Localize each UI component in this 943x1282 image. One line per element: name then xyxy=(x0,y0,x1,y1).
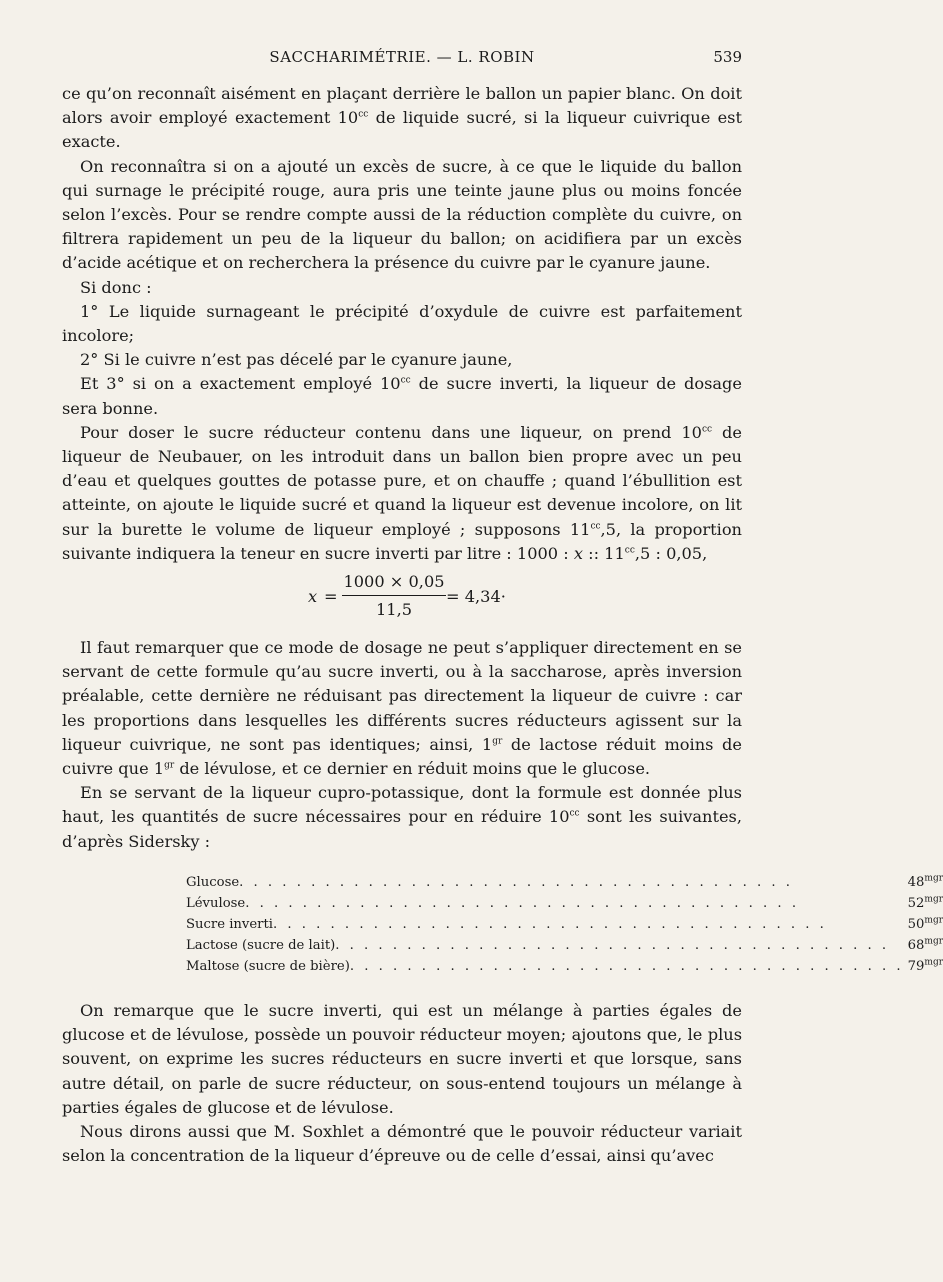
paragraph: Si donc : xyxy=(80,277,152,297)
sugar-value: 50 xyxy=(907,916,925,932)
sugar-unit: mgr xyxy=(924,873,943,884)
table-row xyxy=(186,956,943,977)
paragraph: En se servant de la liqueur cupro-potassique, dont la formule est donnée plus haut, les quantités de sucre nécessaires pour en réduire $10^{cc}$ sont les suivantes, d’après Sidersky : xyxy=(62,783,743,851)
dot-leader: . . . . . . . . . . . . . . . . . . . . . . . . . . . . . . . . . . . . . . . xyxy=(335,937,890,953)
dot-leader: . . . . . . . . . . . . . . . . . . . . . . . . . . . . . . . . . . . . . . . xyxy=(273,916,827,932)
sugar-unit: mgr xyxy=(924,894,943,905)
table-row xyxy=(186,893,943,914)
dot-leader: . . . . . . . . . . . . . . . . . . . . . . . . . . . . . . . . . . . . . . . xyxy=(239,874,793,890)
sugar-value: 68 xyxy=(907,937,925,953)
paragraph: Il faut remarquer que ce mode de dosage ne peut s’appliquer directement en se servant de cette formule qu’au sucre inverti, ou à la saccharose, après inversion préalable, cette dernière ne réduisant pas directement la liqueur de cuivre : car les proportions dans lesquelles les différents sucres réducteurs agissent sur la liqueur cuivrique, ne sont pas identiques; ainsi, $1^{gr}$ de lactose réduit moins de cuivre que $1^{gr}$ de lévulose, et ce dernier en réduit moins que le glucose. xyxy=(62,638,743,779)
formula xyxy=(62,570,742,622)
paragraph: 2° Si le cuivre n’est pas décelé par le cyanure jaune, xyxy=(80,350,513,370)
sugar-table xyxy=(186,872,943,977)
formula-denominator: 11,5 xyxy=(375,600,413,620)
formula-numerator: 1000 × 0,05 xyxy=(342,570,446,596)
paragraph: Pour doser le sucre réducteur contenu dans une liqueur, on prend $10^{cc}$ de liqueur de Neubauer, on les introduit dans un ballon bien propre avec un peu d’eau et quelques gouttes de potasse pure, et on chauffe ; quand l’ébullition est atteinte, on ajoute le liquide sucré et quand la liqueur est devenue incolore, on lit sur la burette le volume de liqueur employé ; supposons $11^{cc},5$, la proportion suivante indiquera la teneur en sucre inverti par litre : 1000 : x :: $11^{cc},5$ : 0,05, xyxy=(62,422,743,563)
dot-leader: . . . . . . . . . . . . . . . . . . . . . . . . . . . . . . . . . . . . . . . xyxy=(349,958,904,974)
formula-lhs: x xyxy=(308,587,318,607)
sugar-unit: mgr xyxy=(924,936,943,947)
sugar-unit: mgr xyxy=(924,915,943,926)
running-header xyxy=(62,48,742,70)
table-row xyxy=(186,914,943,935)
dot-leader: . . . . . . . . . . . . . . . . . . . . . . . . . . . . . . . . . . . . . . . xyxy=(245,895,800,911)
sugar-name: Sucre inverti xyxy=(186,916,274,932)
paragraph: 1° Le liquide surnageant le précipité d’oxydule de cuivre est parfaitement incolore; xyxy=(62,301,742,346)
sugar-name: Maltose (sucre de bière) xyxy=(186,958,350,974)
paragraph: Nous dirons aussi que M. Soxhlet a démontré que le pouvoir réducteur variait selon la concentration de la liqueur d’épreuve ou de celle d’essai, ainsi qu’avec xyxy=(62,1121,742,1166)
paragraph: On remarque que le sucre inverti, qui est un mélange à parties égales de glucose et de lévulose, possède un pouvoir réducteur moyen; ajoutons que, le plus souvent, on exprime les sucres réducteurs en sucre inverti et que lorsque, sans autre détail, on parle de sucre réducteur, on sous-entend toujours un mélange à parties égales de glucose et de lévulose. xyxy=(62,1000,742,1117)
paragraph: Et 3° si on a exactement employé $10^{cc}$ de sucre inverti, la liqueur de dosage sera bonne. xyxy=(62,374,742,418)
table-row xyxy=(186,935,943,956)
formula-result: = 4,34· xyxy=(446,587,506,607)
formula-fraction xyxy=(342,570,446,622)
sugar-name: Lévulose xyxy=(186,895,246,911)
sugar-name: Glucose xyxy=(186,874,240,890)
running-title: SACCHARIMÉTRIE. — L. ROBIN xyxy=(269,48,535,66)
sugar-value: 52 xyxy=(907,895,925,911)
sugar-value: 79 xyxy=(907,958,925,974)
formula-equals: = xyxy=(324,587,338,607)
sugar-value: 48 xyxy=(907,874,925,890)
sugar-name: Lactose (sucre de lait) xyxy=(186,937,336,953)
paragraph: ce qu’on reconnaît aisément en plaçant derrière le ballon un papier blanc. On doit alors avoir employé exactement $10^{cc}$ de liquide sucré, si la liqueur cuivrique est exacte. xyxy=(62,84,742,152)
paragraph: On reconnaîtra si on a ajouté un excès de sucre, à ce que le liquide du ballon qui surnage le précipité rouge, aura pris une teinte jaune plus ou moins foncée selon l’excès. Pour se rendre compte aussi de la réduction complète du cuivre, on filtrera rapidement un peu de la liqueur du ballon; on acidifiera par un excès d’acide acétique et on recherchera la présence du cuivre par le cyanure jaune. xyxy=(62,156,742,273)
table-row xyxy=(186,872,943,893)
body-text xyxy=(62,82,943,1168)
page-number: 539 xyxy=(713,48,742,66)
sugar-unit: mgr xyxy=(924,957,943,968)
